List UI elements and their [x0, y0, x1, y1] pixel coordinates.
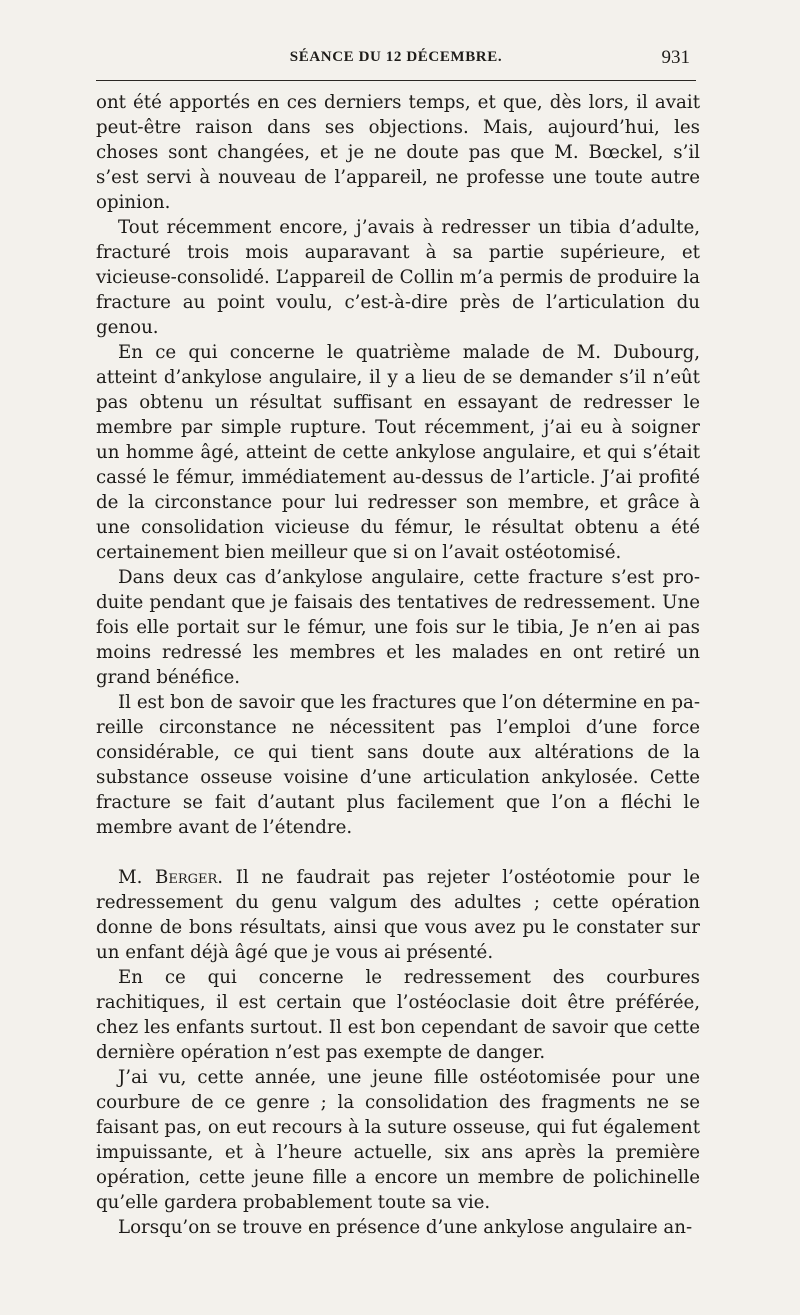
- paragraph: En ce qui concerne le quatrième malade de M. Dubourg, atteint d’ankylose angulaire, il y a lieu de se demander s’il n’eût pas obtenu un résultat suffisant en essayant de redresser le membre par simple rupture. Tout récemment, j’ai eu à soigner un homme âgé, atteint de cette ankylose angulaire, et qui s’était cassé le fémur, immédiatement au-dessus de l’article. J’ai profité de la circonstance pour lui redresser son membre, et grâce à une consolidation vicieuse du fémur, le résultat obtenu a été certainement bien meilleur que si on l’avait ostéotomisé.: [96, 342, 700, 563]
- paragraph: Dans deux cas d’ankylose angulaire, cette fracture s’est produite pendant que je faisais des tentatives de redressement. Une fois elle portait sur le fémur, une fois sur le tibia, Je n’en ai pas moins redressé les membres et les malades en ont retiré un grand bénéfice.: [96, 567, 700, 688]
- paragraph: Tout récemment encore, j’avais à redresser un tibia d’adulte, fracturé trois mois auparavant à sa partie supérieure, et vicieuse-consolidé. L’appareil de Collin m’a permis de produire la fracture au point voulu, c’est-à-dire près de l’articulation du genou.: [96, 217, 700, 338]
- speaker-name: M. Berger.: [118, 867, 224, 888]
- paragraph-continuation: ont été apportés en ces derniers temps, et que, dès lors, il avait peut-être raison dans ses objections. Mais, aujourd’hui, les choses sont changées, et je ne doute pas que M. Bœckel, s’il s’est servi à nouveau de l’appareil, ne professe une toute autre opinion.: [96, 92, 700, 213]
- running-title: SÉANCE DU 12 DÉCEMBRE.: [289, 49, 503, 65]
- header-rule: [96, 80, 696, 81]
- intervention-paragraph: [96, 865, 700, 965]
- paragraph: Il est bon de savoir que les fractures que l’on détermine en pareille circonstance ne nécessitent pas l’emploi d’une force considérable, ce qui tient sans doute aux altérations de la substance osseuse voisine d’une articulation ankylosée. Cette fracture se fait d’autant plus facilement que l’on a fléchi le membre avant de l’étendre.: [96, 692, 700, 838]
- paragraph: J’ai vu, cette année, une jeune fille ostéotomisée pour une courbure de ce genre ; la consolidation des fragments ne se faisant pas, on eut recours à la suture osseuse, qui fut également impuissante, et à l’heure actuelle, six ans après la première opération, cette jeune fille a encore un membre de polichinelle qu’elle gardera probablement toute sa vie.: [96, 1067, 700, 1213]
- intervention-text: Il ne faudrait pas rejeter l’ostéotomie pour le redressement du genu valgum des adultes ; cette opération donne de bons résultats, ainsi que vous avez pu le constater sur un enfant déjà âgé que je vous ai présenté.: [96, 867, 700, 963]
- body-text: [96, 90, 700, 1240]
- page-number: 931: [661, 47, 690, 68]
- paragraph: Lorsqu’on se trouve en présence d’une ankylose angulaire an-: [118, 1217, 693, 1238]
- paragraph: En ce qui concerne le redressement des courbures rachitiques, il est certain que l’ostéoclasie doit être préférée, chez les enfants surtout. Il est bon cependant de savoir que cette dernière opération n’est pas exempte de danger.: [96, 967, 700, 1063]
- running-head: [96, 47, 696, 71]
